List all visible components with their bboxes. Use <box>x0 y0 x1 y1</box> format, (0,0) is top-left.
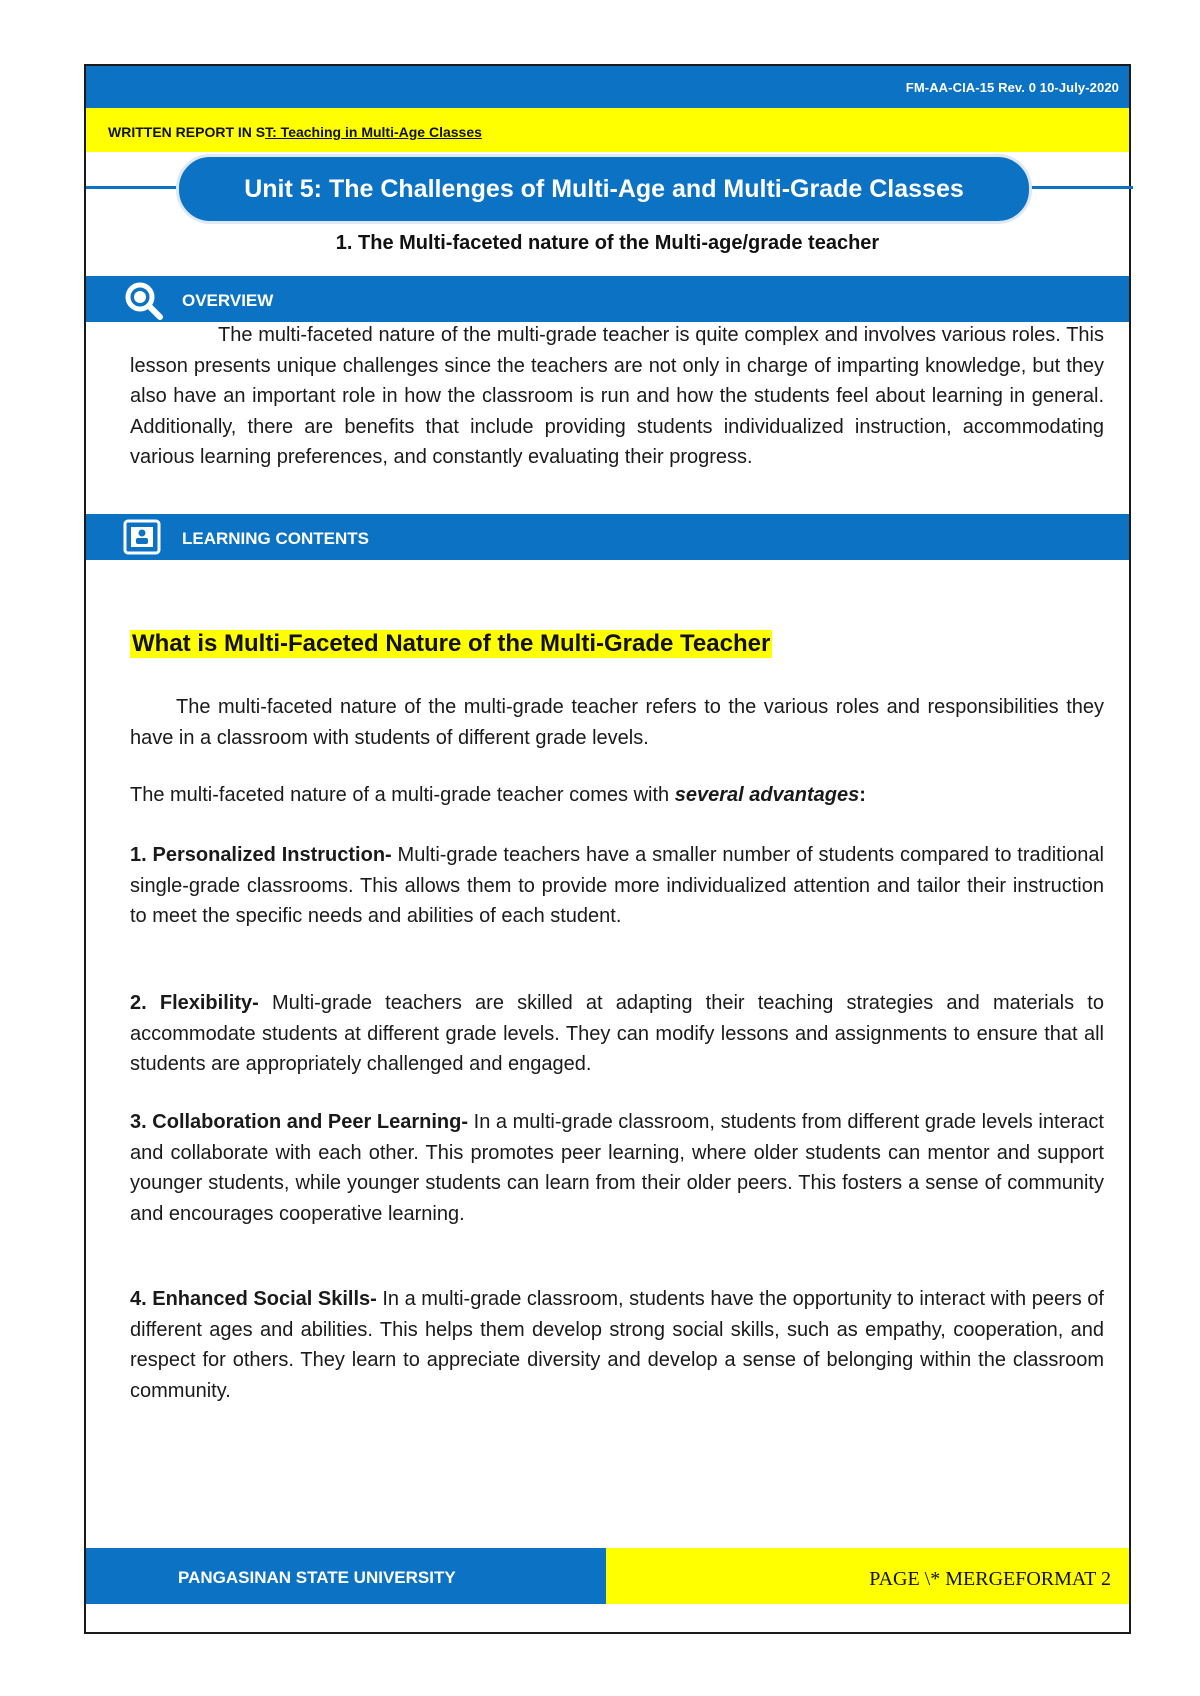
footer-page-number: PAGE \* MERGEFORMAT 2 <box>869 1568 1111 1590</box>
advantage-item-4 <box>130 1284 1104 1406</box>
advantages-colon: : <box>859 784 866 806</box>
advantage-title: 1. Personalized Instruction- <box>130 844 392 866</box>
advantage-text: In a multi-grade classroom, students from different grade levels interact and collaborate with each other. This promotes peer learning, where older students can mentor and support younger students, while younger students can learn from their older peers. This fosters a sense of community and encourages cooperative learning. <box>130 1111 1104 1225</box>
advantage-text: Multi-grade teachers are skilled at adapting their teaching strategies and materials to accommodate students at different grade levels. They can modify lessons and assignments to ensure that all students are appropriately challenged and engaged. <box>130 992 1104 1075</box>
magnifier-icon <box>122 280 168 325</box>
section-heading: What is Multi-Faceted Nature of the Multi-Grade Teacher <box>132 630 771 657</box>
advantages-lead-paragraph <box>130 780 1104 811</box>
learning-contents-label: LEARNING CONTENTS <box>182 529 369 548</box>
unit-title: Unit 5: The Challenges of Multi-Age and Multi-Grade Classes <box>244 174 964 203</box>
intro-paragraph <box>130 692 1104 753</box>
form-code: FM-AA-CIA-15 Rev. 0 10-July-2020 <box>905 80 1119 95</box>
advantage-item-2 <box>130 988 1104 1080</box>
advantage-item-3 <box>130 1107 1104 1229</box>
unit-title-banner <box>176 154 1032 224</box>
top-header-bar <box>86 66 1129 108</box>
advantages-emphasis: several advantages <box>674 784 860 806</box>
advantage-title: 4. Enhanced Social Skills- <box>130 1288 377 1310</box>
lesson-subtitle: 1. The Multi-faceted nature of the Multi-age/grade teacher <box>335 232 880 254</box>
document-person-icon <box>122 518 162 563</box>
advantage-text: In a multi-grade classroom, students have the opportunity to interact with peers of different ages and abilities. This helps them develop strong social skills, such as empathy, cooperation, and respect for others. They learn to appreciate diversity and develop a sense of belonging within the classroom community. <box>130 1288 1104 1402</box>
overview-text: The multi-faceted nature of the multi-grade teacher is quite complex and involves various roles. This lesson presents unique challenges since the teachers are not only in charge of imparting knowledge, but they also have an important role in how the classroom is run and how the students feel about learning in general. Additionally, there are benefits that include providing students individualized instruction, accommodating various learning preferences, and constantly evaluating their progress. <box>130 324 1104 468</box>
unit-line-left <box>86 186 181 189</box>
overview-text-block <box>130 320 1104 473</box>
footer-university: PANGASINAN STATE UNIVERSITY <box>178 1568 456 1587</box>
report-title <box>108 124 482 140</box>
advantage-title: 3. Collaboration and Peer Learning- <box>130 1111 469 1133</box>
footer-university-bar <box>86 1548 606 1604</box>
unit-line-right <box>1026 186 1133 189</box>
intro-text: The multi-faceted nature of the multi-grade teacher refers to the various roles and responsibilities they have in a classroom with students of different grade levels. <box>130 696 1104 749</box>
overview-bar <box>86 276 1129 322</box>
footer-page-bar <box>606 1548 1129 1604</box>
report-title-bar <box>86 108 1129 152</box>
learning-contents-bar <box>86 514 1129 560</box>
advantage-text: Multi-grade teachers have a smaller number of students compared to traditional single-grade classrooms. This allows them to provide more individualized attention and tailor their instruction to meet the specific needs and abilities of each student. <box>130 844 1104 927</box>
advantage-title: 2. Flexibility- <box>130 992 259 1014</box>
report-prefix: WRITTEN REPORT IN S <box>108 124 266 140</box>
page-frame <box>84 64 1131 1634</box>
advantages-lead: The multi-faceted nature of a multi-grade teacher comes with <box>130 784 675 806</box>
report-course: T: Teaching in Multi-Age Classes <box>265 124 482 140</box>
overview-label: OVERVIEW <box>182 291 274 310</box>
advantage-item-1 <box>130 840 1104 932</box>
